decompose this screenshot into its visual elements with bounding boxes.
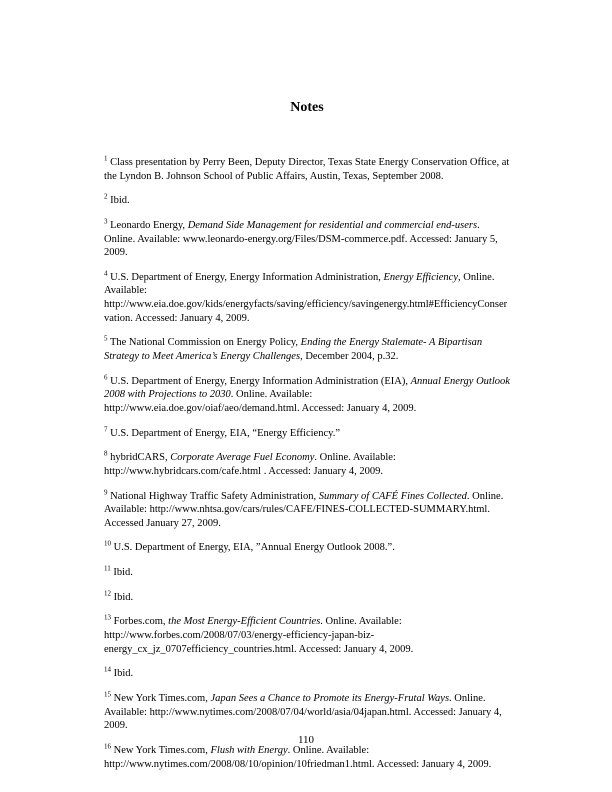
note-number: 16 (104, 742, 111, 751)
note-text-italic: Corporate Average Fuel Economy (170, 452, 315, 464)
note-number: 11 (104, 564, 111, 573)
note-text: hybridCARS, (110, 452, 171, 464)
note-item (104, 194, 510, 208)
note-number: 15 (104, 690, 111, 699)
note-text-italic: Japan Sees a Chance to Promote its Energy-Frutal Ways (210, 692, 450, 704)
note-text: Ibid. (113, 567, 133, 579)
note-number: 12 (104, 589, 111, 598)
note-text: . Online. Available: www.leonardo-energy.org/Files/DSM-commerce.pdf. Accessed: January 5, 2009. (104, 219, 498, 259)
note-text: Ibid. (113, 668, 134, 680)
note-text: Leonardo Energy, (110, 219, 188, 231)
note-item (104, 271, 510, 326)
note-number: 8 (104, 449, 108, 458)
note-item (104, 667, 510, 681)
note-text: New York Times.com, (113, 692, 211, 704)
note-text-italic: the Most Energy-Efficient Countries (168, 616, 321, 628)
note-text-italic: Summary of CAFÉ Fines Collected (318, 490, 467, 502)
note-text-italic: Annual Energy Outlook 2008 with Projections to 2030 (104, 375, 510, 401)
note-text: Ibid. (113, 591, 134, 603)
note-text: . Online. Available: http://www.eia.doe.gov/oiaf/aeo/demand.html. Accessed: January 4, 2009. (104, 389, 417, 414)
note-text-italic: Flush with Energy (210, 744, 288, 756)
note-text: Ibid. (110, 195, 130, 207)
note-text: Class presentation by Perry Been, Deputy Director, Texas State Energy Conservation Office, at the Lyndon B. Johnson School of Public Affairs, Austin, Texas, September 2008. (104, 157, 510, 182)
note-number: 14 (104, 665, 111, 674)
note-item (104, 451, 510, 478)
note-text: , December 2004, p.32. (300, 351, 399, 363)
note-number: 9 (104, 488, 108, 497)
note-text: Forbes.com, (113, 616, 169, 628)
note-item (104, 375, 510, 416)
note-text: U.S. Department of Energy, EIA, ”Annual Energy Outlook 2008.”. (113, 542, 395, 554)
note-text: U.S. Department of Energy, EIA, “Energy Efficiency.” (110, 427, 340, 439)
note-number: 2 (104, 192, 108, 201)
note-item (104, 591, 510, 605)
note-item (104, 219, 510, 260)
note-item (104, 566, 510, 580)
note-text: National Highway Traffic Safety Administration, (110, 490, 319, 502)
note-text: . Online. Available: http://www.nytimes.com/2008/08/10/opinion/10friedman1.html. Accessed: January 4, 2009. (104, 744, 492, 770)
note-item (104, 156, 510, 183)
note-number: 13 (104, 613, 111, 622)
note-text-italic: Energy Efficiency (383, 271, 458, 283)
note-text: . Online. Available: http://www.nytimes.com/2008/07/04/world/asia/04japan.html. Accessed: January 4, 2009. (104, 692, 502, 732)
note-text-italic: Ending the Energy Stalemate- A Bipartisan Strategy to Meet America’s Energy Challenges (104, 337, 483, 363)
note-item (104, 490, 510, 531)
note-item (104, 744, 510, 771)
note-number: 4 (104, 269, 108, 278)
note-item (104, 336, 510, 363)
note-text: New York Times.com, (113, 744, 211, 756)
note-item (104, 541, 510, 555)
note-number: 3 (104, 217, 108, 226)
note-number: 10 (104, 539, 111, 548)
note-item (104, 692, 510, 733)
note-text: U.S. Department of Energy, Energy Information Administration (EIA), (110, 375, 411, 387)
note-text: . Online. Available: http://www.forbes.com/2008/07/03/energy-efficiency-japan-biz-energy_cx_jz_0707efficiency_countries.html. Accessed: January 4, 2009. (104, 616, 414, 655)
note-text: , Online. Available: http://www.eia.doe.gov/kids/energyfacts/saving/efficiency/savingenergy.html#EfficiencyConservation. Accessed: January 4, 2009. (104, 271, 508, 324)
note-item (104, 615, 510, 656)
note-text: . Online. Available: http://www.hybridcars.com/cafe.html . Accessed: January 4, 2009. (104, 452, 396, 477)
notes-list (104, 156, 510, 771)
note-number: 7 (104, 425, 108, 434)
note-text: . Online. Available: http://www.nhtsa.gov/cars/rules/CAFE/FINES-COLLECTED-SUMMARY.html. Accessed January 27, 2009. (104, 490, 504, 529)
note-text: The National Commission on Energy Policy, (109, 337, 301, 349)
note-number: 5 (104, 334, 108, 343)
note-item (104, 427, 510, 441)
note-number: 6 (104, 373, 108, 382)
page-number: 110 (297, 734, 315, 746)
note-text-italic: Demand Side Management for residential and commercial end-users (187, 219, 478, 231)
note-text: U.S. Department of Energy, Energy Information Administration, (110, 271, 384, 283)
note-number: 1 (104, 154, 108, 163)
page-title: Notes (290, 100, 324, 115)
